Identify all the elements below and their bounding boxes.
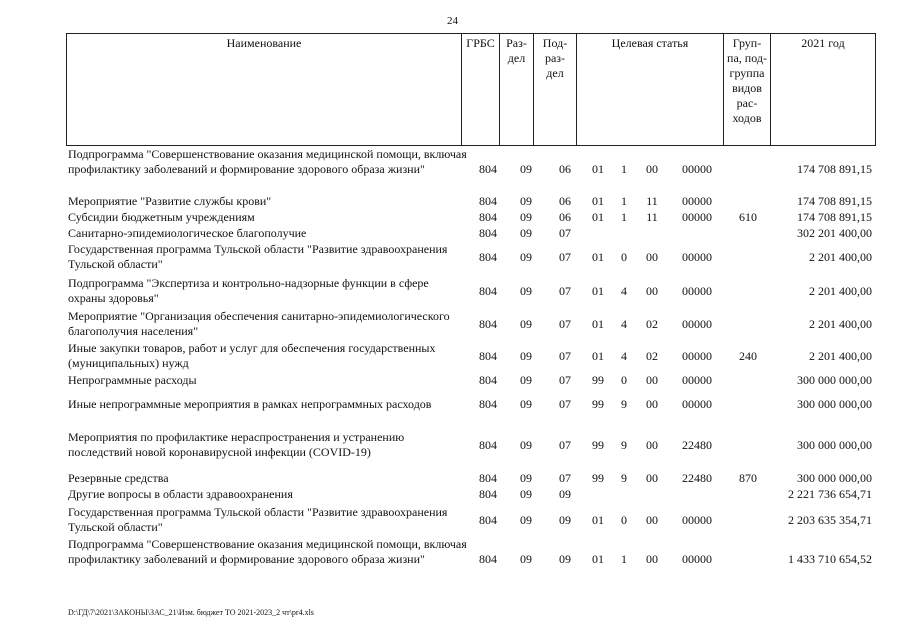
cell-grbs: 804	[479, 552, 497, 566]
cell-t3: 11	[646, 194, 658, 208]
row-name: Иные непрограммные мероприятия в рамках непрограммных расходов	[68, 397, 432, 411]
cell-podrazdel: 06	[559, 210, 571, 224]
table-row	[0, 226, 905, 241]
cell-t1: 01	[592, 250, 604, 264]
cell-grbs: 804	[479, 317, 497, 331]
cell-grbs: 804	[479, 349, 497, 363]
cell-t2: 9	[621, 397, 627, 411]
cell-t2: 4	[621, 317, 627, 331]
cell-t4: 00000	[682, 194, 712, 208]
header-group: Груп- па, под- группа видов рас- ходов	[724, 34, 771, 145]
cell-t1: 01	[592, 284, 604, 298]
table-row	[0, 487, 905, 502]
cell-t3: 00	[646, 373, 658, 387]
cell-t3: 00	[646, 162, 658, 176]
table-row	[0, 471, 905, 486]
row-name: Государственная программа Тульской области "Развитие здравоохранения Тульской области"	[68, 242, 448, 271]
cell-razdel: 09	[520, 194, 532, 208]
cell-sum: 2 201 400,00	[809, 317, 872, 331]
row-name: Мероприятие "Развитие службы крови"	[68, 194, 272, 208]
cell-t1: 01	[592, 210, 604, 224]
cell-t2: 1	[621, 194, 627, 208]
row-name: Резервные средства	[68, 471, 169, 485]
cell-grbs: 804	[479, 210, 497, 224]
cell-t3: 02	[646, 317, 658, 331]
cell-razdel: 09	[520, 349, 532, 363]
cell-t1: 01	[592, 194, 604, 208]
table-row	[0, 276, 905, 306]
header-razdel: Раз- дел	[500, 34, 534, 145]
cell-sum: 2 201 400,00	[809, 250, 872, 264]
header-target: Целевая статья	[577, 34, 724, 145]
cell-razdel: 09	[520, 397, 532, 411]
cell-grbs: 804	[479, 373, 497, 387]
cell-t1: 01	[592, 349, 604, 363]
cell-t4: 00000	[682, 250, 712, 264]
header-name: Наименование	[67, 34, 462, 145]
cell-t4: 00000	[682, 552, 712, 566]
cell-t2: 9	[621, 471, 627, 485]
cell-grbs: 804	[479, 226, 497, 240]
cell-t3: 00	[646, 284, 658, 298]
cell-sum: 300 000 000,00	[797, 397, 872, 411]
cell-razdel: 09	[520, 210, 532, 224]
cell-razdel: 09	[520, 162, 532, 176]
cell-group: 870	[739, 471, 757, 485]
cell-t3: 11	[646, 210, 658, 224]
cell-t4: 22480	[682, 438, 712, 452]
cell-t2: 0	[621, 513, 627, 527]
cell-sum: 2 203 635 354,71	[788, 513, 872, 527]
cell-podrazdel: 09	[559, 487, 571, 501]
row-name: Подпрограмма "Совершенствование оказания медицинской помощи, включая профилактику заболеваний и формирование здорового образа жизни"	[68, 537, 467, 566]
row-name: Мероприятия по профилактике нераспространения и устранению последствий новой коронавирусной инфекции (COVID-19)	[68, 430, 405, 459]
cell-razdel: 09	[520, 552, 532, 566]
cell-podrazdel: 06	[559, 194, 571, 208]
table-row	[0, 505, 905, 535]
cell-t4: 00000	[682, 162, 712, 176]
page-number: 24	[447, 15, 458, 27]
cell-group: 610	[739, 210, 757, 224]
table-row	[0, 147, 905, 192]
cell-podrazdel: 07	[559, 397, 571, 411]
cell-t2: 0	[621, 250, 627, 264]
table-row	[0, 397, 905, 412]
cell-sum: 2 201 400,00	[809, 284, 872, 298]
cell-podrazdel: 07	[559, 373, 571, 387]
cell-t3: 02	[646, 349, 658, 363]
cell-t2: 9	[621, 438, 627, 452]
table-header	[66, 33, 876, 146]
cell-podrazdel: 07	[559, 471, 571, 485]
cell-razdel: 09	[520, 471, 532, 485]
cell-t4: 00000	[682, 284, 712, 298]
cell-t2: 4	[621, 349, 627, 363]
cell-razdel: 09	[520, 513, 532, 527]
cell-group: 240	[739, 349, 757, 363]
cell-sum: 300 000 000,00	[797, 373, 872, 387]
cell-grbs: 804	[479, 194, 497, 208]
cell-t2: 0	[621, 373, 627, 387]
cell-razdel: 09	[520, 317, 532, 331]
cell-t3: 00	[646, 250, 658, 264]
row-name: Мероприятие "Организация обеспечения санитарно-эпидемиологического благополучия населения"	[68, 309, 450, 338]
cell-t4: 22480	[682, 471, 712, 485]
cell-t2: 4	[621, 284, 627, 298]
cell-t4: 00000	[682, 210, 712, 224]
cell-t4: 00000	[682, 317, 712, 331]
cell-podrazdel: 07	[559, 349, 571, 363]
row-name: Санитарно-эпидемиологическое благополучие	[68, 226, 307, 240]
cell-t3: 00	[646, 397, 658, 411]
cell-razdel: 09	[520, 438, 532, 452]
cell-t1: 01	[592, 317, 604, 331]
table-row	[0, 373, 905, 388]
cell-t1: 01	[592, 552, 604, 566]
cell-sum: 174 708 891,15	[797, 162, 872, 176]
cell-sum: 2 221 736 654,71	[788, 487, 872, 501]
cell-grbs: 804	[479, 284, 497, 298]
cell-grbs: 804	[479, 250, 497, 264]
cell-sum: 302 201 400,00	[797, 226, 872, 240]
cell-podrazdel: 07	[559, 284, 571, 298]
row-name: Непрограммные расходы	[68, 373, 197, 387]
cell-t3: 00	[646, 438, 658, 452]
cell-t1: 99	[592, 471, 604, 485]
table-row	[0, 537, 905, 582]
cell-sum: 174 708 891,15	[797, 210, 872, 224]
cell-t1: 99	[592, 397, 604, 411]
table-row	[0, 210, 905, 225]
row-name: Подпрограмма "Экспертиза и контрольно-надзорные функции в сфере охраны здоровья"	[68, 276, 429, 305]
cell-t4: 00000	[682, 397, 712, 411]
cell-t2: 1	[621, 210, 627, 224]
cell-podrazdel: 09	[559, 552, 571, 566]
cell-podrazdel: 09	[559, 513, 571, 527]
cell-razdel: 09	[520, 487, 532, 501]
header-podrazdel: Под- раз- дел	[534, 34, 577, 145]
row-name: Иные закупки товаров, работ и услуг для обеспечения государственных (муниципальных) нужд	[68, 341, 436, 370]
table-row	[0, 309, 905, 339]
cell-t2: 1	[621, 162, 627, 176]
cell-sum: 2 201 400,00	[809, 349, 872, 363]
cell-razdel: 09	[520, 284, 532, 298]
cell-grbs: 804	[479, 438, 497, 452]
cell-t1: 99	[592, 438, 604, 452]
cell-t3: 00	[646, 552, 658, 566]
row-name: Другие вопросы в области здравоохранения	[68, 487, 293, 501]
cell-t3: 00	[646, 471, 658, 485]
row-name: Субсидии бюджетным учреждениям	[68, 210, 255, 224]
cell-sum: 1 433 710 654,52	[788, 552, 872, 566]
header-grbs: ГРБС	[462, 34, 500, 145]
cell-t1: 01	[592, 513, 604, 527]
table-row	[0, 194, 905, 209]
cell-podrazdel: 07	[559, 250, 571, 264]
table-row	[0, 430, 905, 460]
cell-t4: 00000	[682, 373, 712, 387]
cell-t1: 99	[592, 373, 604, 387]
cell-grbs: 804	[479, 513, 497, 527]
cell-grbs: 804	[479, 397, 497, 411]
cell-grbs: 804	[479, 162, 497, 176]
cell-grbs: 804	[479, 487, 497, 501]
cell-sum: 300 000 000,00	[797, 438, 872, 452]
cell-t1: 01	[592, 162, 604, 176]
cell-sum: 174 708 891,15	[797, 194, 872, 208]
file-path-footer: D:\ГД\7\2021\ЗАКОНЫ\ЗАС_21\Изм. бюджет ТО 2021-2023_2 чт\pr4.xls	[68, 608, 314, 617]
cell-podrazdel: 06	[559, 162, 571, 176]
row-name: Подпрограмма "Совершенствование оказания медицинской помощи, включая профилактику заболеваний и формирование здорового образа жизни"	[68, 147, 467, 176]
cell-podrazdel: 07	[559, 438, 571, 452]
cell-t3: 00	[646, 513, 658, 527]
cell-sum: 300 000 000,00	[797, 471, 872, 485]
row-name: Государственная программа Тульской области "Развитие здравоохранения Тульской области"	[68, 505, 448, 534]
table-row	[0, 242, 905, 272]
header-year: 2021 год	[801, 36, 845, 50]
cell-razdel: 09	[520, 250, 532, 264]
cell-podrazdel: 07	[559, 317, 571, 331]
cell-razdel: 09	[520, 373, 532, 387]
cell-podrazdel: 07	[559, 226, 571, 240]
cell-t2: 1	[621, 552, 627, 566]
table-row	[0, 341, 905, 371]
cell-t4: 00000	[682, 349, 712, 363]
cell-grbs: 804	[479, 471, 497, 485]
cell-t4: 00000	[682, 513, 712, 527]
cell-razdel: 09	[520, 226, 532, 240]
